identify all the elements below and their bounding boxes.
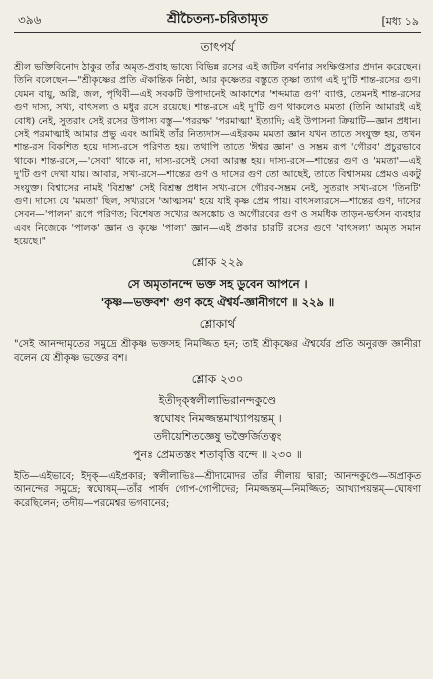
purport-text: শ্রীল ভক্তিবিনোদ ঠাকুর তাঁর অমৃত-প্রবাহ ভাষ্যে বিভিন্ন রসের এই জটিল বর্ণনার সংক্ষিপ্তসার প্রদান করেছেন। তিনি বলেছেন—"শ্রীকৃষ্ণের প্রতি ঐকান্তিক নিষ্ঠা, আর কৃষ্ণেতর বস্তুতে তৃষ্ণা ত্যাগ এই দু'টি শান্ত-রসের গুণ। যেমন বায়ু, অগ্নি, জল, পৃথিবী—এই সবকটি উপাদানেই আকাশের 'শব্দমাত্র গুণ' ব্যাপ্ত, তেমনই শান্ত-রসের গুণ দাস্য, সখ্য, বাৎসল্য ও মধুর রসে রয়েছে। শান্ত-রসে এই দু'টি গুণ থাকলেও মমতা (তিনি আমারই এই বোধ) নেই, সুতরাং সেই রসের উপাস্য বস্তু—'পররক্ষ' 'পরমাত্মা' ইত্যাদি; এই উপাসনা ক্রিয়াটি—জ্ঞান প্রধান। সেই পরমাত্মাই আমার প্রভু এবং আমিই তাঁর নিত্যদাস—এইরকম মমতা জ্ঞান যখন তাতে সংযুক্ত হয়, তখন শান্ত-রস বিকশিত হয়ে দাস্য-রসে পরিণত হয়। তথাপি তাতে 'ঈশ্বর জ্ঞান' ও সম্ভ্রম রূপ 'গৌরব' প্রচুরভাবে থাকে। শান্ত-রসে,—'সেবা' থাকে না, দাস্য-রসেই সেবা আরম্ভ হয়। দাস্য-রসে—শান্তের গুণ ও 'মমতা'—এই দু'টি গুণ দেখা যায়। আবার, সখ্য-রসে—শান্তের গুণ ও দাসের গুণ তো আছেই, তাতে বিশ্বাসময় প্রেমও একটু সংযুক্ত। বিশ্বাসের নামই 'বিশ্রম্ভ' সেই বিশ্রম্ভ প্রধান সখ্য-রসে গৌরব-সম্ভ্রম নেই, সুতরাং সখ্য-রসে 'তিনটি' গুণ। দাস্যে যে 'মমতা' ছিল, সখ্যরসে 'আত্মসম' হয়ে যাই কৃষ্ণ প্রেম পায়। বাৎসল্যরসে—শান্তের গুণ, দাসের সেবন—'পালন' রূপে পরিণত; বিশেষত সখ্যের অসঙ্কোচ ও অগৌরবের গুণ ও সমধিক তাড়ন-ভর্ৎসন ব্যবহার এবং নিজেকে 'পালক' জ্ঞান ও কৃষ্ণে 'পাল্য' জ্ঞান—এই প্রকার চারটি রসের গুণে 'বাৎসল্য' অমৃত সমান হয়েছে।" — [14, 62, 421, 248]
word-gloss: ইতি—এইভাবে; ইদৃক্—এইপ্রকার; স্বলীলাভিঃ—শ্রীদামোদর তাঁর লীলায় দ্বারা; আনন্দকুণ্ডে—অপ্রাকৃত আনন্দের সমুদ্রে; স্বঘোষম্—তাঁর পার্ষদ গোপ-গোপীদের; নিমজ্জন্তম্—নিমজ্জিত; আখ্যাপয়ন্তম্—ঘোষণা করেছিলেন; তদীয়—পরমেশ্বর ভগবানের; — [14, 470, 421, 509]
verse-229-line-1: সে অমৃতানন্দে ভক্ত সহ ডুবেন আপনে । — [127, 276, 308, 291]
verse-230-line-4: পুনঃ প্রেমতস্তং শতাবৃত্তি বন্দে ॥ ২৩০ ॥ — [133, 447, 302, 461]
page-header — [14, 6, 421, 33]
purport-heading: তাৎপর্য — [200, 40, 235, 54]
verse-229-translation-label: শ্লোকার্থ — [199, 316, 236, 331]
verse-230-line-2: স্বঘোষং নিমজ্জন্তমাখ্যাপয়ন্তম্ । — [153, 411, 282, 425]
verse-230-label: শ্লোক ২৩০ — [191, 371, 244, 386]
verse-230-line-3: তদীয়েশিতজ্ঞেষু ভক্তৈর্জিতত্বং — [153, 429, 282, 443]
verse-230-line-1: ইতীদৃক্স্বলীলাভিরানন্দকুণ্ডে — [158, 393, 277, 407]
verse-229-translation: "সেই আনন্দামৃতের সমুদ্রে শ্রীকৃষ্ণ ভক্তসহ নিমজ্জিত হন; তাই শ্রীকৃষ্ণের ঐশ্বর্যের প্রতি অনুরক্ত জ্ঞানীরা বলেন যে শ্রীকৃষ্ণ ভক্তের বশ। — [14, 338, 421, 364]
chapter-label: [মধ্য ১৯ — [381, 15, 419, 28]
verse-229-line-2: 'কৃষ্ণ—ভক্তবশ' গুণ কহে ঐশ্বর্য-জ্ঞানীগণে ॥ ২২৯ ॥ — [100, 294, 335, 309]
page-number: ৩৯৬ — [18, 13, 42, 27]
verse-229-label: শ্লোক ২২৯ — [191, 254, 244, 269]
book-title: শ্রীচৈতন্য-চরিতামৃত — [166, 12, 269, 27]
